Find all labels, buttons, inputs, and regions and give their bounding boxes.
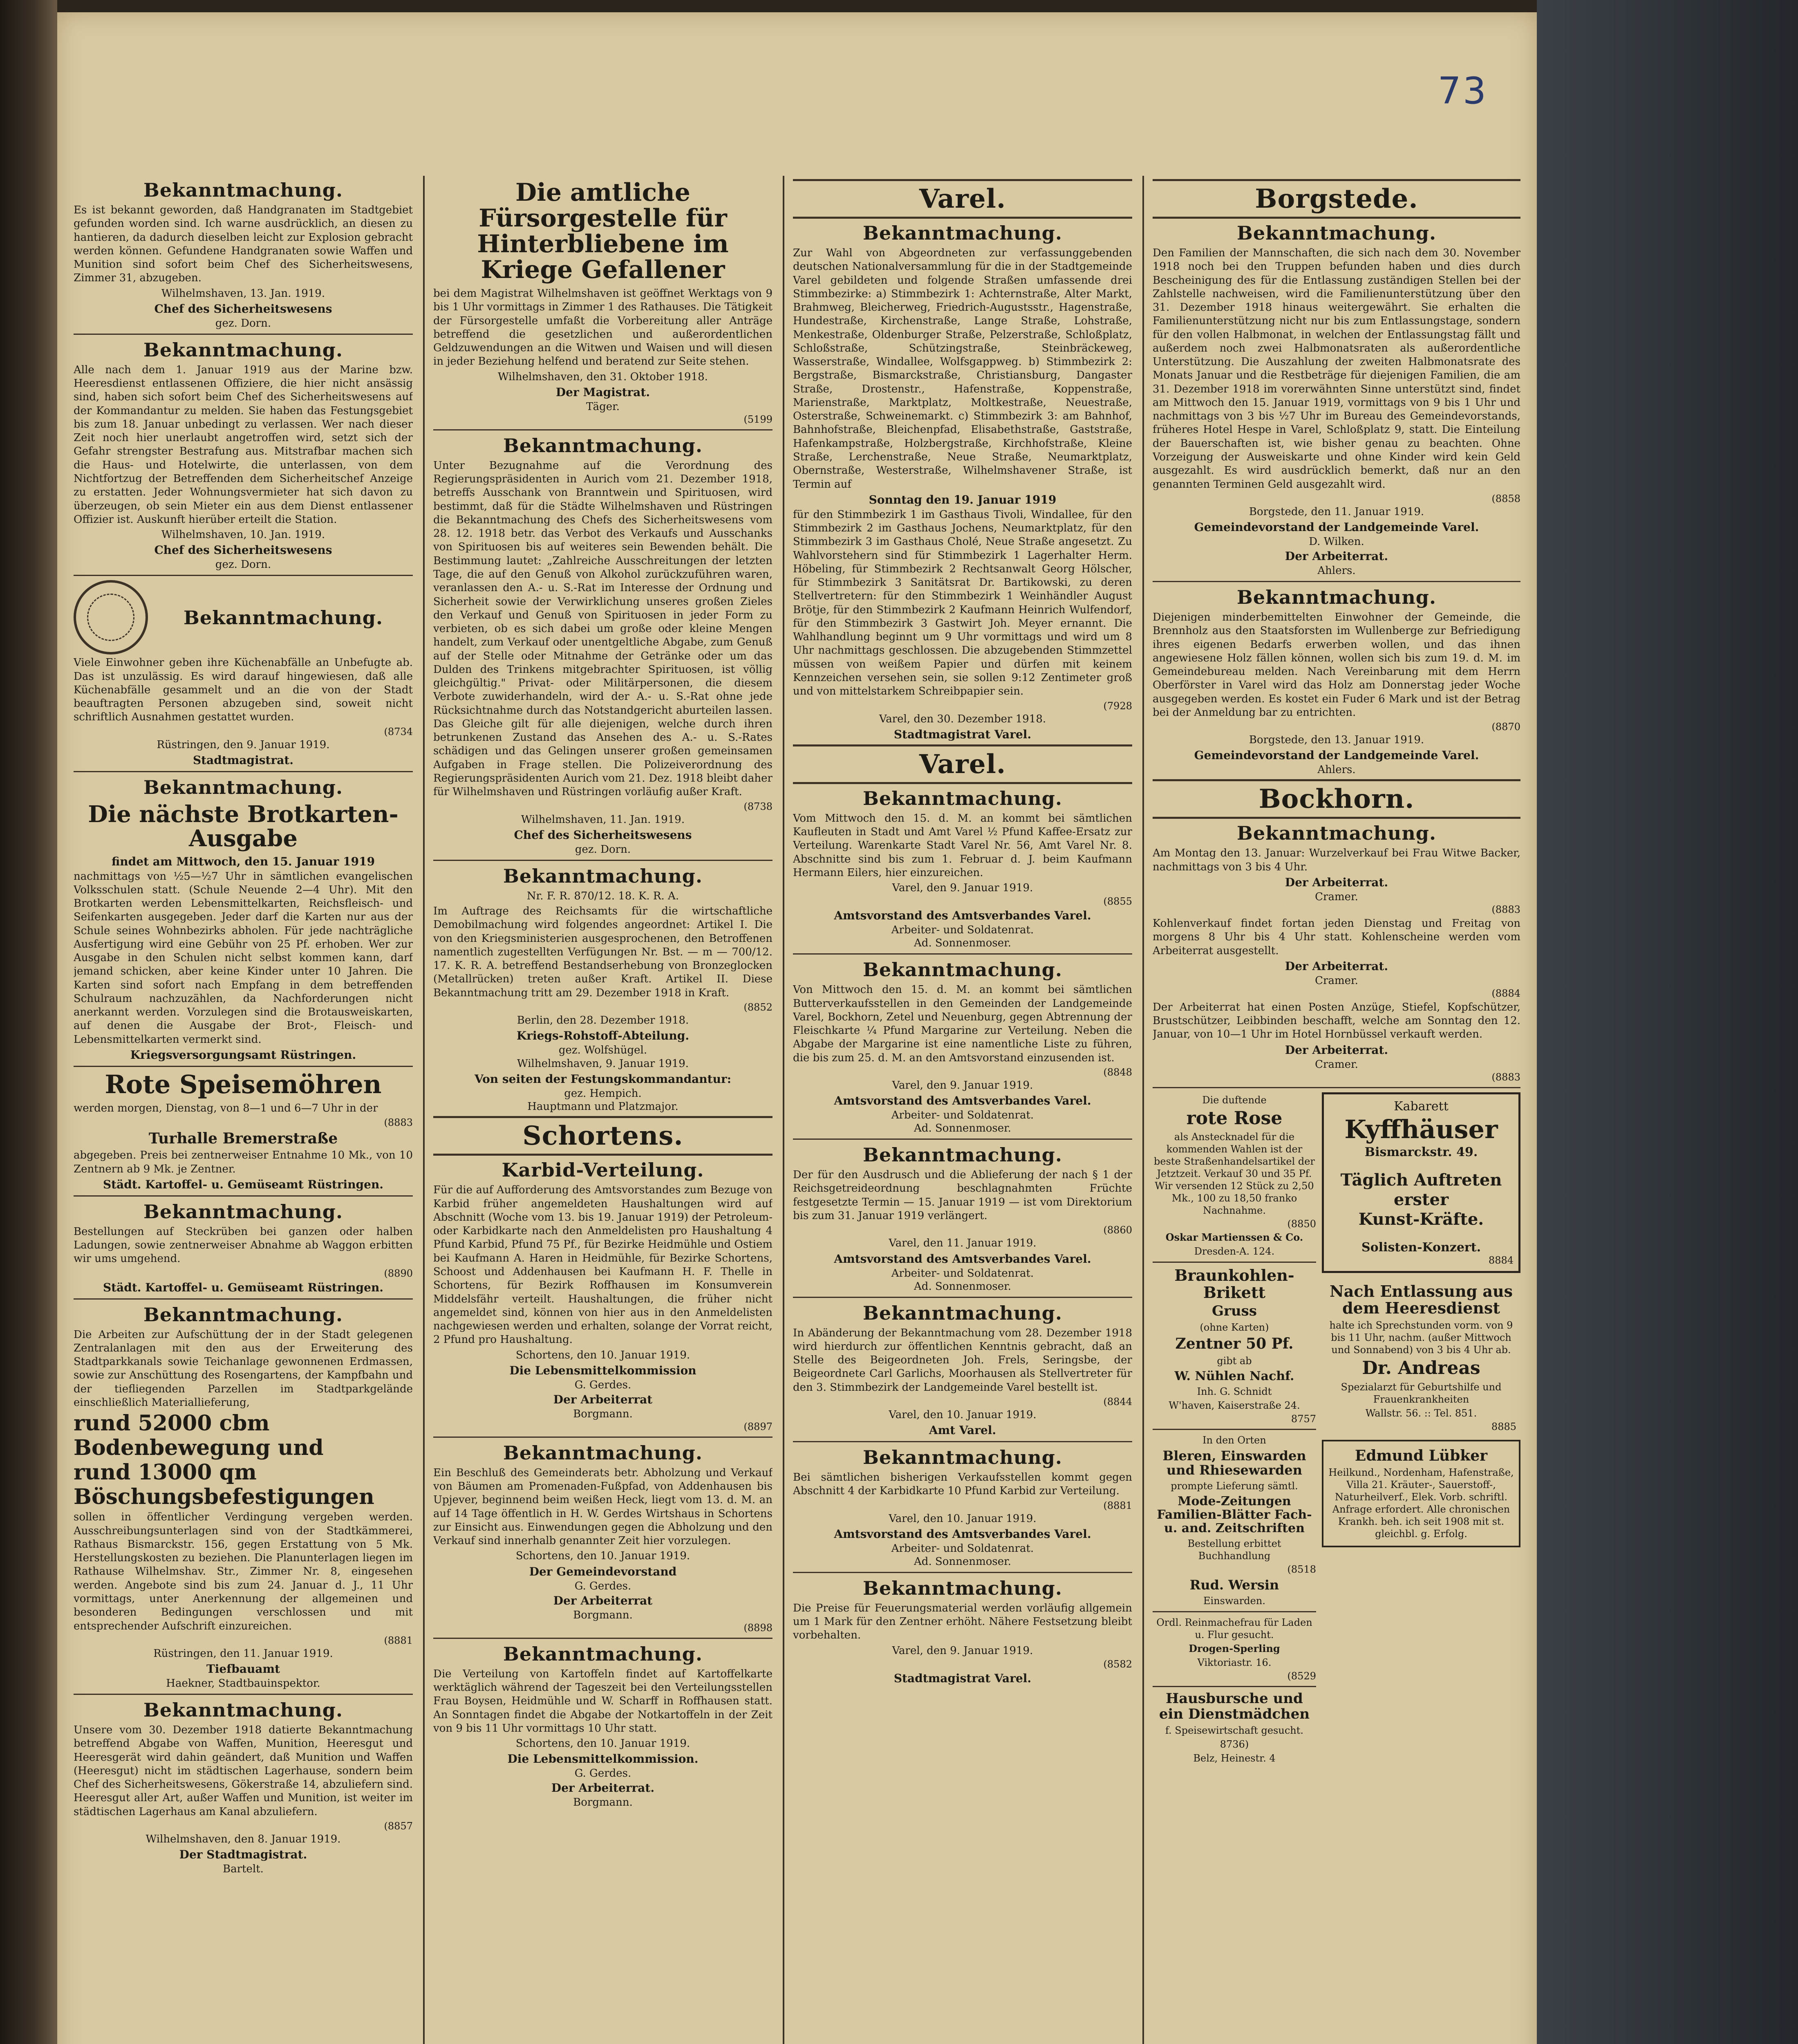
ad-specialty: Spezialarzt für Geburtshilfe und Frauenkrankheiten — [1341, 1381, 1502, 1405]
ad-owner: Inh. G. Schnidt — [1197, 1386, 1272, 1398]
notice-place: Rüstringen, den 9. Januar 1919. — [157, 738, 330, 751]
notice-signature: Der Arbeiterrat. — [551, 1781, 655, 1795]
notice-text: Der für den Ausdrusch und die Ablieferung der nach § 1 der Reichsgetreideordnung beschlagnahmten Früchte festgesetzte Termin — 15. Januar 1919 — ist vom Direktorium bis zum 31. Januar 1919 verlängert. — [793, 1169, 1132, 1222]
ad-address: Belz, Heinestr. 4 — [1193, 1753, 1276, 1764]
notice-code: (8881 — [384, 1634, 413, 1646]
notice-text: Der Arbeiterrat hat einen Posten Anzüge, Stiefel, Kopfschützer, Brustschützer, Leibbinden beschafft, welche am Sonntag den 12. Januar, von 10—1 Uhr im Hotel Hornbüssel verkauft werden. — [1153, 1001, 1520, 1041]
notice-name: Ad. Sonnenmoser. — [914, 937, 1011, 950]
notice-signature: Der Gemeindevorstand — [529, 1564, 677, 1578]
notice-name: gez. Wolfshügel. — [558, 1044, 647, 1057]
notice-name: G. Gerdes. — [574, 1580, 631, 1592]
ad-title: Hausbursche und ein Dienstmädchen — [1159, 1690, 1310, 1722]
newspaper-page — [57, 12, 1537, 2044]
notice-title: Karbid-Verteilung. — [502, 1159, 704, 1181]
notice-text: Für die auf Aufforderung des Amtsvorstandes zum Bezuge von Karbid früher angemeldeten Haushaltungen wird auf Abschnitt (Woche vom 13. bis 19. Januar 1919) der Petroleum- oder Karbidkarte nach den Anmeldelisten pro Haushaltung 4 Pfund Karbid, Pfund 75 Pf., für Bezirke Heidmühle und Ostiem bei Kaufmann A. Haren in Heidmühle, für Bezirke Schortens, Schoost und Addenhausen bei Kaufmann H. F. Thelle in Schortens, für Bezirk Roffhausen im Konsumverein Middelsfähr verteilt. Haushaltungen, die früher nicht angemeldet sind, können von hier aus in den Anmeldelisten nachgewiesen werden und erhalten, solange der Vorrat reicht, 2 Pfund pro Haushaltung. — [433, 1184, 772, 1346]
notice-title: Bekanntmachung. — [143, 1303, 343, 1326]
notice-code: (8884 — [1491, 987, 1520, 999]
notice-street: Turhalle Bremerstraße — [148, 1130, 338, 1148]
ad-code: 8885 — [1491, 1421, 1516, 1432]
notice-signature: Arbeiter- und Soldatenrat. — [891, 1109, 1034, 1122]
notice-text: Kohlenverkauf findet fortan jeden Dienstag und Freitag von morgens 8 Uhr bis 4 Uhr statt. Kohlenscheine werden vom Arbeiterrat ausgestellt. — [1153, 917, 1520, 957]
ad-title-2: Mode-Zeitungen Familien-Blätter Fach- u. and. Zeitschriften — [1157, 1494, 1312, 1536]
notice-name: gez. Dorn. — [215, 558, 271, 571]
notice-text: Die Preise für Feuerungsmaterial werden vorläufig allgemein um 1 Mark für den Zentner erhöht. Nähere Festsetzung bleibt vorbehalten. — [793, 1602, 1132, 1642]
notice-name: Ahlers. — [1317, 565, 1356, 577]
notice-title: Bekanntmachung. — [863, 1446, 1062, 1469]
separator — [433, 860, 772, 861]
notice-signature: Arbeiter- und Soldatenrat. — [891, 1267, 1034, 1280]
notice-code: (8883 — [1491, 903, 1520, 915]
notice-signature: Der Magistrat. — [555, 385, 650, 399]
notice-place: Wilhelmshaven, den 8. Januar 1919. — [146, 1833, 341, 1845]
advertisement-rose — [1153, 1094, 1316, 1257]
notice-title: Bekanntmachung. — [503, 434, 703, 457]
notice-place: Berlin, den 28. Dezember 1918. — [517, 1014, 689, 1026]
ad-intro: Die duftende — [1202, 1094, 1267, 1106]
notice-headline: Die nächste Brotkarten-Ausgabe — [88, 800, 399, 852]
notice-place: Varel, den 9. Januar 1919. — [892, 882, 1033, 894]
book-binding — [0, 0, 57, 2044]
notice-name: Ad. Sonnenmoser. — [914, 1555, 1011, 1568]
ad-text: Ordl. Reinmachefrau für Laden u. Flur gesucht. — [1156, 1617, 1312, 1641]
notice-place: Wilhelmshaven, 10. Jan. 1919. — [161, 529, 325, 541]
notice-text: Diejenigen minderbemittelten Einwohner der Gemeinde, die Brennholz aus den Staatsforsten im Wullenberge zur Befriedigung ihres eigenen Bedarfs erwerben wollen, und das ihnen angewiesene Holz fällen können, wollen sich bis zum 19. d. M. im Gemeindebureau melden. Nach Vereinbarung mit dem Herrn Oberförster in Varel wird das Holz am Donnerstag jeder Woche ausgegeben werden. Es kostet ein Fuder 6 Mark und ist der Betrag bei der Anmeldung bar zu entrichten. — [1153, 611, 1520, 719]
notice-name: G. Gerdes. — [574, 1378, 631, 1391]
notice-name: Ad. Sonnenmoser. — [914, 1122, 1011, 1135]
notice-code: (8844 — [1103, 1396, 1132, 1407]
notice-name: Borgmann. — [573, 1796, 633, 1809]
notice-code: (8870 — [1491, 721, 1520, 733]
notice-signature: Der Arbeiterrat. — [1285, 1043, 1388, 1057]
notice-code: (8734 — [384, 726, 413, 737]
notice-title: Bekanntmachung. — [863, 1302, 1062, 1324]
ad-line: Solisten-Konzert. — [1361, 1240, 1481, 1255]
ad-code: (8850 — [1287, 1218, 1316, 1230]
notice-code: (7928 — [1103, 700, 1132, 712]
town-heading: Schortens. — [433, 1116, 772, 1156]
ad-title: Braunkohlen-Brikett — [1174, 1266, 1294, 1302]
notice-text: Bei sämtlichen bisherigen Verkaufsstellen kommt gegen Abschnitt 4 der Karbidkarte 10 Pfund Karbid zur Verteilung. — [793, 1471, 1132, 1497]
notice-code: (8860 — [1103, 1224, 1132, 1236]
notice-reference: Nr. F. R. 870/12. 18. K. R. A. — [526, 890, 679, 902]
notice-text: Es ist bekannt geworden, daß Handgranaten im Stadtgebiet gefunden worden sind. Ich warne ausdrücklich, an diesen zu hantieren, da dadurch dieselben leicht zur Explosion gebracht werden können. Gefundene Handgranaten sowie Waffen und Munition sind sofort beim Chef des Sicherheitswesens, Zimmer 31, abzugeben. — [74, 204, 413, 285]
ad-firm: Rud. Wersin — [1189, 1577, 1279, 1593]
notice-name: Bartelt. — [223, 1863, 264, 1876]
ad-code: (8529 — [1287, 1670, 1316, 1682]
ad-text: halte ich Sprechstunden vorm. von 9 bis 11 Uhr, nachm. (außer Mittwoch und Sonnabend) von 3 bis 4 Uhr ab. — [1329, 1320, 1513, 1356]
notice-signature: Chef des Sicherheitswesens — [154, 543, 332, 557]
notice-place: Varel, den 30. Dezember 1918. — [879, 713, 1046, 725]
notice-text: Unsere vom 30. Dezember 1918 datierte Bekanntmachung betreffend Abgabe von Waffen, Munition, Heeresgut und Heeresgerät wird dahin geändert, daß Munition und Waffen (Heeresgut) nicht im städtischen Lagerhause, sondern beim Chef des Sicherheitswesens, Gökerstraße 14, abzuliefern sind. Heeresgut aller Art, außer Waffen und Munition, ist weiter im städtischen Lagerhaus am Kanal abzuliefern. — [74, 1724, 413, 1818]
notice-text: für den Stimmbezirk 1 im Gasthaus Tivoli, Windallee, für den Stimmbezirk 2 im Gasthaus Jochens, Neumarktplatz, für den Stimmbezirk 3 im Gasthaus Cholé, Neue Straße angesetzt. Zu Wahlvorstehern sind für Stimmbezirk 1 Lagerhalter Herm. Höbeling, für Stimmbezirk 2 Rechtsanwalt Georg Hölscher, für Stimmbezirk 3 Sanitätsrat Dr. Bartikowski, zu deren Stellvertretern: für den Stimmbezirk 1 Weinhändler August Brötje, für den Stimmbezirk 2 Kaufmann Heinrich Wulfendorf, für den Stimmbezirk 3 Gastwirt Joh. Meyer ernannt. Die Wahlhandlung beginnt um 9 Uhr vormittags und wird um 8 Uhr nachmittags geschlossen. Die abzugebenden Stimmzettel müssen von weißem Papier und dürfen mit keinem Kennzeichen versehen sein, sie sollen 9:12 Zentimeter groß und von mittelstarkem Schreibpapier sein. — [793, 508, 1132, 698]
notice-title: Bekanntmachung. — [503, 865, 703, 887]
column-rule — [783, 176, 784, 2044]
notice-headline: Die amtliche Fürsorgestelle für Hinterbliebene im Kriege Gefallener — [477, 178, 729, 284]
notice-signature: Der Arbeiterrat. — [1285, 959, 1388, 973]
ad-address: Bismarckstr. 49. — [1364, 1145, 1478, 1159]
notice-title: Bekanntmachung. — [863, 1577, 1062, 1599]
notice-title: Bekanntmachung. — [863, 222, 1062, 244]
notice-title: Bekanntmachung. — [143, 338, 343, 361]
separator — [74, 1298, 413, 1300]
ad-text: Bestellung erbittet Buchhandlung — [1187, 1538, 1281, 1562]
notice-date: Sonntag den 19. Januar 1919 — [869, 493, 1057, 507]
ad-note: (ohne Karten) — [1200, 1321, 1269, 1333]
notice-name: gez. Dorn. — [215, 317, 271, 329]
notice-name: gez. Dorn. — [575, 843, 631, 856]
notice-signature: Arbeiter- und Soldatenrat. — [891, 924, 1034, 937]
notice-amount: rund 52000 cbm Bodenbewegung und — [74, 1411, 324, 1461]
notice-code: (8738 — [743, 800, 772, 812]
advertisement-job — [1153, 1691, 1316, 1764]
notice-signature: Kriegs-Rohstoff-Abteilung. — [516, 1029, 690, 1043]
city-seal-icon — [74, 580, 148, 654]
notice-title: Bekanntmachung. — [863, 959, 1062, 981]
notice-code: (8883 — [1491, 1071, 1520, 1083]
notice-text: Vom Mittwoch den 15. d. M. an kommt bei sämtlichen Kaufleuten in Stadt und Amt Varel ½ Pfund Kaffee-Ersatz zur Verteilung. Warenkarte Stadt Varel Nr. 56, Amt Varel Nr. 8. Abschnitte sind bis zum 1. Februar d. J. beim Kaufmann Hermann Eilers, hier einzureichen. — [793, 812, 1132, 879]
ads-right-column — [1322, 1092, 1520, 1766]
notice-title: Bekanntmachung. — [1237, 822, 1436, 845]
notice-name: Borgmann. — [573, 1407, 633, 1420]
notice-text: Unter Bezugnahme auf die Verordnung des Regierungspräsidenten in Aurich vom 21. Dezember 1918, betreffs Ausschank von Branntwein und Spirituosen, wird bestimmt, daß für die Städte Wilhelmshaven und Rüstringen die Bekanntmachung des Chefs des Sicherheitswesens vom 28. 12. 1918 betr. das Verbot des Verkaufs und Ausschanks von Spirituosen bis auf weiteres sein Bewenden behält. Die Bestimmung lautet: „Zahlreiche Ausschreitungen der letzten Tage, die auf den Genuß von Alkohol zurückzuführen waren, veranlassen den A.- u. S.-Rat im Interesse der Ordnung und Sicherheit sowie der Verwirklichung unseres großen Zieles den Verkauf und Genuß von Spirituosen in jeder Form zu verbieten, ob es sich dabei um große oder kleine Mengen handelt, zum Verkauf oder unentgeltliche Abgabe, zum Genuß auf der Stelle oder Mitnahme der Getränke oder um das Dulden des Trinkens mitgebrachter Spirituosen, ist völlig gleichgültig." Privat- oder Militärpersonen, die diesem Verbote zuwiderhandeln, wird der A.- u. S.-Rat ohne jede Rücksichtnahme durch das Notstandgericht aburteilen lassen. Das Gleiche gilt für alle diejenigen, welche durch ihren betrunkenen Zustand das Ansehen des A.- u. S.-Rates schädigen und das Gelingen unserer großen gemeinsamen Aufgaben in Frage stellen. Die Polizeiverordnung des Regierungspräsidenten Aurich vom 21. Dez. 1918 bleibt daher für Wilhelmshaven und Rüstringen vorläufig außer Kraft. — [433, 459, 772, 798]
notice-signature: Der Stadtmagistrat. — [179, 1848, 307, 1862]
column-3 — [793, 176, 1132, 2044]
separator — [1153, 1262, 1316, 1263]
notice-title: Bekanntmachung. — [503, 1441, 703, 1464]
notice-name: Cramer. — [1315, 890, 1358, 903]
advertisement-cleaning — [1153, 1616, 1316, 1682]
ad-address: Viktoriastr. 16. — [1197, 1657, 1272, 1669]
separator — [74, 334, 413, 335]
notice-place: Varel, den 10. Januar 1919. — [889, 1512, 1037, 1525]
notice-title: Bekanntmachung. — [143, 1699, 343, 1721]
ad-name: Dr. Andreas — [1362, 1358, 1480, 1379]
separator — [1153, 1611, 1316, 1612]
notice-text: Alle nach dem 1. Januar 1919 aus der Marine bzw. Heeresdienst entlassenen Offiziere, die hier nicht ansässig sind, haben sich sofort beim Chef des Sicherheitswesens auf der Kommandantur zu melden. Sie haben das Festungsgebiet bis zum 18. Januar unbedingt zu verlassen. Wer nach dieser Zeit noch hier unerlaubt angetroffen wird, setzt sich der Gefahr strengster Bestrafung aus. Mitstrafbar machen sich die Haus- und Hotelwirte, die unterlassen, von dem Nichtfortzug der Betreffenden dem Sicherheitschef Anzeige zu erstatten. Jeder Wohnungsvermieter hat sich davon zu überzeugen, ob sein Mieter ein aus dem Dienst entlassener Offizier ist. Auskunft hierüber erteilt die Station. — [74, 363, 413, 526]
notice-code: (8883 — [384, 1117, 413, 1129]
notice-name: Cramer. — [1315, 974, 1358, 987]
column-4 — [1153, 176, 1520, 2044]
notice-signature: Amtsvorstand des Amtsverbandes Varel. — [834, 909, 1091, 923]
advertisement-coal — [1153, 1267, 1316, 1425]
notice-text: bei dem Magistrat Wilhelmshaven ist geöffnet Werktags von 9 bis 1 Uhr vormittags in Zimmer 1 des Rathauses. Die Tätigkeit der Fürsorgestelle umfaßt die Vorbereitung aller Anträge betreffend die gesetzlichen und außerordentlichen Geldzuwendungen an die Witwen und Waisen und will diesen in jeder Beziehung helfend und beratend zur Seite stehen. — [433, 287, 772, 368]
separator — [74, 1066, 413, 1067]
notice-code: (8855 — [1103, 896, 1132, 908]
notice-signature: Der Arbeiterrat. — [1285, 875, 1388, 889]
notice-title: Bekanntmachung. — [863, 1144, 1062, 1166]
notice-place: Borgstede, den 11. Januar 1919. — [1249, 505, 1424, 518]
ad-address: Wallstr. 56. :: Tel. 851. — [1365, 1407, 1477, 1419]
ad-city: Dresden-A. 124. — [1194, 1245, 1275, 1257]
notice-place: Borgstede, den 13. Januar 1919. — [1249, 734, 1424, 746]
notice-signature: Der Arbeiterrat. — [1285, 549, 1388, 563]
advertisement-luebker — [1322, 1440, 1520, 1548]
notice-text: Bestellungen auf Steckrüben bei ganzen oder halben Ladungen, sowie zentnerweiser Abnahme ab Waggon erbitten wir ums umgehend. — [74, 1225, 413, 1265]
ad-line: Kunst-Kräfte. — [1358, 1209, 1484, 1229]
notice-text: werden morgen, Dienstag, von 8—1 und 6—7 Uhr in der — [74, 1102, 378, 1115]
notice-date: findet am Mittwoch, den 15. Januar 1919 — [111, 854, 375, 868]
notice-text: Im Auftrage des Reichsamts für die wirtschaftliche Demobilmachung wird folgendes angeordnet: Artikel I. Die von den Kriegsministerien ausgesprochenen, den Betroffenen namentlich zugestellten Verfügungen Nr. Bst. — m — 700/12. 17. K. R. A. betreffend Bestandserhebung von Bronzeglocken (Metallrücken) treten außer Kraft. Artikel II. Diese Bekanntmachung tritt am 29. Dezember 1918 in Kraft. — [433, 905, 772, 999]
notice-signature: Stadtmagistrat Varel. — [893, 1672, 1032, 1685]
notice-text: In Abänderung der Bekanntmachung vom 28. Dezember 1918 wird hierdurch zur öffentlichen Kenntnis gebracht, daß an Stelle des Beigeordneten Joh. Frels, Seringsbe, der Beigeordnete Carl Garlichs, Moorhausen als Stellvertreter für den 3. Stimmbezirk der Landgemeinde Varel bestellt ist. — [793, 1327, 1132, 1394]
ad-address: W'haven, Kaiserstraße 24. — [1169, 1400, 1300, 1412]
notice-text: Viele Einwohner geben ihre Küchenabfälle an Unbefugte ab. Das ist unzulässig. Es wird darauf hingewiesen, daß alle Küchenabfälle gesammelt und an die von der Stadt beauftragten Personen abzugeben sind, soweit nicht schriftlich Ausnahmen gestattet wurden. — [74, 657, 413, 724]
notice-place: Wilhelmshaven, 9. Januar 1919. — [517, 1058, 689, 1070]
notice-place: Wilhelmshaven, 13. Jan. 1919. — [161, 287, 325, 300]
separator — [74, 771, 413, 772]
ad-line: Täglich Auftreten — [1340, 1170, 1502, 1190]
notice-place: Schortens, den 10. Januar 1919. — [515, 1349, 690, 1361]
notice-signature: Gemeindevorstand der Landgemeinde Varel. — [1194, 749, 1479, 762]
notice-text: Am Montag den 13. Januar: Wurzelverkauf bei Frau Witwe Backer, nachmittags von 3 bis 4 Uhr. — [1153, 847, 1520, 873]
notice-text: sollen in öffentlicher Verdingung vergeben werden. Ausschreibungsunterlagen sind von der Stadtkämmerei, Rathaus Bismarckstr. 156, gegen Erstattung von 5 Mk. Herstellungskosten zu beziehen. Die Planunterlagen liegen im Rathause Wilhelmshav. Str., Zimmer Nr. 8, eingesehen werden. Angebote sind bis zum 24. Januar d. J., 11 Uhr vormittags, unter Anerkennung der allgemeinen und besonderen Bedingungen verschlossen und mit entsprechender Aufschrift einzureichen. — [74, 1511, 413, 1632]
notice-place: Wilhelmshaven, 11. Jan. 1919. — [521, 813, 685, 826]
notice-signature: Städt. Kartoffel- u. Gemüseamt Rüstringen. — [103, 1280, 384, 1294]
notice-name: D. Wilken. — [1309, 536, 1364, 548]
notice-code: (8897 — [743, 1421, 772, 1432]
separator — [433, 1437, 772, 1438]
notice-signature: Der Arbeiterrat — [553, 1392, 653, 1406]
ad-code: 8757 — [1291, 1413, 1316, 1425]
advertisement-grid — [1153, 1092, 1520, 1766]
notice-place: Schortens, den 10. Januar 1919. — [515, 1550, 690, 1562]
separator — [793, 1297, 1132, 1298]
notice-code: (8858 — [1491, 493, 1520, 504]
notice-code: (8881 — [1103, 1499, 1132, 1511]
ad-label: Kabarett — [1394, 1099, 1449, 1114]
column-rule — [423, 176, 425, 2044]
notice-signature: Die Lebensmittelkommission — [509, 1363, 696, 1377]
notice-code: (8890 — [384, 1267, 413, 1279]
ad-intro: In den Orten — [1202, 1434, 1266, 1446]
notice-place: Varel, den 10. Januar 1919. — [889, 1408, 1037, 1421]
ad-code: (8518 — [1287, 1564, 1316, 1576]
separator — [433, 429, 772, 430]
separator — [1153, 1087, 1520, 1088]
notice-signature: Amt Varel. — [929, 1423, 996, 1437]
notice-signature: Städt. Kartoffel- u. Gemüseamt Rüstringen. — [103, 1177, 384, 1191]
notice-signature: Gemeindevorstand der Landgemeinde Varel. — [1194, 520, 1479, 534]
notice-signature: Amtsvorstand des Amtsverbandes Varel. — [834, 1252, 1091, 1266]
ad-title-2: Gruss — [1212, 1302, 1257, 1319]
ad-title: Nach Entlassung aus dem Heeresdienst — [1329, 1282, 1513, 1318]
town-heading: Varel. — [793, 179, 1132, 219]
notice-title: Bekanntmachung. — [1237, 222, 1436, 244]
notice-name: Ad. Sonnenmoser. — [914, 1280, 1011, 1293]
notice-title: Bekanntmachung. — [863, 787, 1062, 809]
notice-with-seal — [74, 580, 413, 654]
ad-code: 8884 — [1488, 1254, 1514, 1266]
page-number: 73 — [1438, 69, 1488, 112]
notice-text: Ein Beschluß des Gemeinderats betr. Abholzung und Verkauf von Bäumen am Promenaden-Fußpfad, von Addenhausen bis Upjever, beginnend beim weißen Heck, liegt vom 13. d. M. an auf 14 Tage öffentlich in H. W. Gerdes Wirtshaus in Schortens zur Einsicht aus. Einwendungen gegen die Abholzung und den Verkauf sind innerhalb genannter Zeit hier vorzulegen. — [433, 1466, 772, 1547]
column-rule — [1142, 176, 1144, 2044]
advertisement-doctor — [1322, 1276, 1520, 1437]
notice-text: nachmittags von ½5—½7 Uhr in sämtlichen evangelischen Volksschulen statt. (Schule Neuende 2—4 Uhr). Mit den Brotkarten werden Lebensmittelkarten, Reichsfleisch- und Seifenkarten ausgegeben. Jeder darf die Karten nur aus der Schule seines Wohnbezirks abholen. Für jede nachträgliche Ausfertigung wird eine Gebühr von 25 Pf. erhoben. Wer zur Ausgabe in den Schulen nicht selbst kommen kann, darf jemand schicken, aber keine Kinder unter 10 Jahren. Die Karten sind sofort nach Empfang in dem betreffenden Schulraum nachzuzählen, da Nachforderungen nicht anerkannt werden. Vorzulegen sind die Brotausweiskarten, auf denen die Ausgabe der Brot-, Fleisch- und Lebensmittelkarten vermerkt sind. — [74, 870, 413, 1046]
notice-text: Von Mittwoch den 15. d. M. an kommt bei sämtlichen Butterverkaufsstellen in den Gemeinden der Landgemeinde Varel, Bockhorn, Zetel und Neuenburg, gegen Abtrennung der Fleischkarte ¼ Pfund Margarine zur Verteilung. Neben die Abgabe der Margarine ist eine namentliche Liste zu führen, die bis zum 25. d. M. an den Amtsvorstand einzusenden ist. — [793, 984, 1132, 1064]
notice-title: Bekanntmachung. — [143, 776, 343, 798]
notice-place: Wilhelmshaven, den 31. Oktober 1918. — [498, 370, 708, 383]
notice-code: (8852 — [743, 1001, 772, 1013]
town-heading: Bockhorn. — [1153, 779, 1520, 819]
notice-signature: Arbeiter- und Soldatenrat. — [891, 1542, 1034, 1555]
notice-place: Rüstringen, den 11. Januar 1919. — [153, 1647, 333, 1660]
notice-name: Haekner, Stadtbauinspektor. — [166, 1677, 320, 1690]
notice-code: (8857 — [384, 1820, 413, 1832]
ad-city: Einswarden. — [1203, 1595, 1265, 1607]
ad-title: Bleren, Einswarden und Rhiesewarden — [1162, 1448, 1306, 1478]
notice-text: Die Verteilung von Kartoffeln findet auf Kartoffelkarte werktäglich während der Tageszeit bei den Verteilungsstellen Frau Boysen, Heidmühle und W. Scharff in Roffhausen statt. An Sonntagen findet die Abgabe der Notkartoffeln in der Zeit von 9 bis 11 Uhr vormittags 10 Uhr statt. — [433, 1667, 772, 1735]
town-heading: Borgstede. — [1153, 179, 1520, 219]
column-1 — [74, 176, 413, 2044]
notice-signature: Von seiten der Festungskommandantur: — [474, 1072, 732, 1086]
separator — [793, 953, 1132, 955]
ad-text: gibt ab — [1217, 1355, 1252, 1367]
notice-signature: Kriegsversorgungsamt Rüstringen. — [130, 1048, 356, 1062]
notice-text: Den Familien der Mannschaften, die sich nach dem 30. November 1918 noch bei den Truppen befunden haben und dies durch Bescheinigung des für die Entlassung zuständigen Stellen bei der Zahlstelle nachweisen, wird die Familienunterstützung über den 31. Dezember 1918 hinaus weitergewährt. Sie erhalten die Familienunterstützung nicht nur bis zum Entlassungstage, sondern für den vollen Halbmonat, in welchen der Entlassungstag fällt und außerdem noch zwei Halbmonatsraten als außerordentliche Unterstützung. Die Auszahlung der zweiten Halbmonatsrate des Monats Januar und die Restbeträge für diejenigen Familien, die am 31. Dezember 1918 im vorerwähnten Sinne unterstützt sind, findet am Mittwoch den 15. Januar 1919, vormittags von 9 bis 1 Uhr und nachmittags von 3 bis ½7 Uhr im Bureau des Gemeindevorstands, früheres Hotel Hespe in Varel, Schloßplatz 9, statt. Die Einteilung der Bauerschaften ist, wie bisher genau zu beachten. Ohne Vorzeigung der Ausweiskarte und ohne Kinder wird kein Geld ausgezahlt. Es wird ausdrücklich bemerkt, daß nur an den genannten Terminen Geld ausgezahlt wird. — [1153, 247, 1520, 491]
town-heading: Varel. — [793, 744, 1132, 784]
separator — [793, 1441, 1132, 1442]
notice-code: (8582 — [1103, 1659, 1132, 1670]
notice-name: Täger. — [586, 400, 620, 413]
ad-title: Kyffhäuser — [1344, 1114, 1498, 1144]
advertisement-kyffhaeuser — [1322, 1092, 1520, 1273]
ad-title: rote Rose — [1186, 1107, 1283, 1129]
column-2 — [433, 176, 772, 2044]
separator — [793, 1572, 1132, 1573]
advertisement-magazines — [1153, 1434, 1316, 1607]
ads-left-column — [1153, 1092, 1316, 1766]
notice-name: Borgmann. — [573, 1609, 633, 1621]
notice-signature: Stadtmagistrat Varel. — [893, 727, 1032, 741]
notice-signature: Stadtmagistrat. — [193, 753, 294, 767]
ad-text: Heilkund., Nordenham, Hafenstraße, Villa 21. Kräuter-, Sauerstoff-, Naturheilverf., Elek. Vorb. schriftl. Anfrage erfordert. Alle chronischen Krankh. beh. ich seit 1908 mit st. gleichbl. g. Erfolg. — [1328, 1467, 1514, 1540]
separator — [74, 575, 413, 576]
ad-text: f. Speisewirtschaft gesucht. — [1165, 1725, 1303, 1737]
separator — [1153, 581, 1520, 582]
notice-text: Die Arbeiten zur Aufschüttung der in der Stadt gelegenen Zentralanlagen mit den aus der Erweiterung des Stadtparkkanals sowie Teichanlage gewonnenen Erdmassen, sowie zur Anschüttung des Rosengartens, der Kampfbahn und der tiefliegenden Parzellen im Stadtparkgelände einschließlich Materiallieferung, — [74, 1328, 413, 1409]
notice-signature: Chef des Sicherheitswesens — [154, 302, 332, 316]
notice-place: Varel, den 11. Januar 1919. — [889, 1237, 1037, 1250]
notice-code: (8848 — [1103, 1066, 1132, 1078]
notice-signature: Tiefbauamt — [206, 1662, 280, 1676]
ad-firm: Oskar Martienssen & Co. — [1165, 1231, 1303, 1243]
notice-name: G. Gerdes. — [574, 1767, 631, 1780]
notice-name: Ahlers. — [1317, 764, 1356, 776]
notice-headline: Rote Speisemöhren — [105, 1069, 382, 1099]
ad-firm: W. Nühlen Nachf. — [1174, 1369, 1294, 1383]
notice-code: (5199 — [743, 413, 772, 425]
notice-title: Bekanntmachung. — [1237, 586, 1436, 609]
notice-signature: Amtsvorstand des Amtsverbandes Varel. — [834, 1527, 1091, 1541]
notice-title: Bekanntmachung. — [143, 179, 343, 201]
notice-title: Bekanntmachung. — [143, 1200, 343, 1223]
notice-title: Bekanntmachung. — [184, 607, 383, 629]
notice-signature: Amtsvorstand des Amtsverbandes Varel. — [834, 1094, 1091, 1108]
notice-amount: rund 13000 qm Böschungsbefestigungen — [74, 1459, 374, 1509]
separator — [74, 1195, 413, 1197]
ad-code: 8736) — [1220, 1739, 1249, 1750]
notice-place: Varel, den 9. Januar 1919. — [892, 1079, 1033, 1091]
notice-text: abgegeben. Preis bei zentnerweiser Entnahme 10 Mk., von 10 Zentnern ab 9 Mk. je Zentner. — [74, 1149, 413, 1175]
separator — [793, 1139, 1132, 1140]
notice-signature: Chef des Sicherheitswesens — [514, 828, 692, 842]
ad-name: Edmund Lübker — [1355, 1447, 1488, 1464]
separator — [74, 1694, 413, 1695]
separator — [433, 1638, 772, 1639]
notice-signature: Die Lebensmittelkommission. — [507, 1752, 699, 1766]
notice-text: Zur Wahl von Abgeordneten zur verfassunggebenden deutschen Nationalversammlung für die in der Stadtgemeinde Varel gebildeten und folgende Straßen umfassende drei Stimmbezirke: a) Stimmbezirk 1: Achternstraße, Alter Markt, Brahmweg, Bleicherweg, Friedrich-Augustsstr., Hagenstraße, Hundestraße, Kirchenstraße, Lange Straße, Lohstraße, Menkestraße, Oldenburger Straße, Pelzerstraße, Schloßplatz, Schloßstraße, Schützingstraße, Steinbräckeweg, Wasserstraße, Windallee, Wolfsgappweg. b) Stimmbezirk 2: Bergstraße, Bismarckstraße, Christiansburg, Dangaster Straße, Drostenstr., Hafenstraße, Koppenstraße, Marienstraße, Marktplatz, Moltkestraße, Neuestraße, Osterstraße, Schweinemarkt. c) Stimmbezirk 3: am Bahnhof, Bahnhofstraße, Bleichenpfad, Elisabethstraße, Gaststraße, Hafenkampstraße, Holzbergstraße, Kirchhofstraße, Kleine Straße, Lerchenstraße, Neue Straße, Neumarktplatz, Obernstraße, Westerstraße, Wilhelmshavener Straße, ist Termin auf — [793, 247, 1132, 491]
notice-rank: Hauptmann und Platzmajor. — [527, 1100, 678, 1113]
separator — [1153, 1686, 1316, 1687]
notice-code: (8898 — [743, 1622, 772, 1634]
notice-place: Schortens, den 10. Januar 1919. — [515, 1737, 690, 1750]
notice-signature: Der Arbeiterrat — [553, 1594, 653, 1607]
notice-name: Cramer. — [1315, 1058, 1358, 1071]
notice-name: gez. Hempich. — [564, 1087, 642, 1100]
ad-text: prompte Lieferung sämtl. — [1171, 1480, 1298, 1492]
notice-title: Bekanntmachung. — [503, 1643, 703, 1665]
ad-line: erster — [1393, 1190, 1449, 1209]
separator — [1153, 1429, 1316, 1430]
ad-price: Zentner 50 Pf. — [1175, 1335, 1294, 1352]
ad-firm: Drogen-Sperling — [1189, 1643, 1280, 1655]
book-cover — [1537, 0, 1798, 2044]
notice-place: Varel, den 9. Januar 1919. — [892, 1644, 1033, 1657]
ad-text: als Anstecknadel für die kommenden Wahlen ist der beste Straßenhandelsartikel der Jetztzeit. Verkauf 30 und 35 Pf. Wir versenden 12 Stück zu 2,50 Mk., 100 zu 18,50 franko Nachnahme. — [1154, 1131, 1315, 1216]
